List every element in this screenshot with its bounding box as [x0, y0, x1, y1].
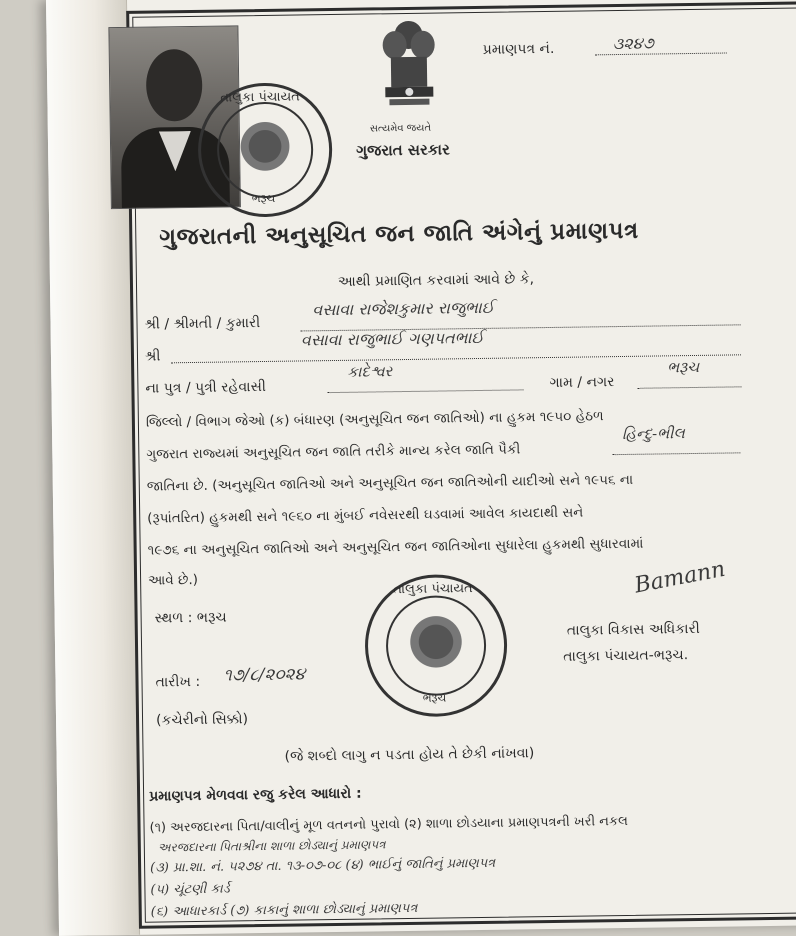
emblem-motto: સત્યમેવ જયતે	[369, 122, 432, 135]
place-label: સ્થળ : ભરૂચ	[154, 609, 227, 627]
strike-note: (જે શબ્દો લાગુ ન પડતા હોય તે છેકી નાંખવા)	[284, 745, 535, 765]
certificate-no-label: પ્રમાણપત્ર નં.	[482, 40, 555, 58]
photo-stamp-text: તાલુકા પંચાયત	[220, 89, 300, 106]
village-value: ભરૂચ	[667, 357, 700, 377]
caste-value: હિન્દુ-ભીલ	[621, 424, 685, 443]
date-value: ૧૭/૮/૨૦૨૪	[223, 664, 306, 686]
body-line-3: જાતિના છે. (અનુસૂચિત જાતિઓ અને અનુસૂચિત જન જાતિઓની યાદીઓ સને ૧૯૫૬ ના	[146, 471, 634, 495]
basis-item-2: અરજદારના પિતાશ્રીના શાળા છોડ્યાનું પ્રમાણપત્ર	[157, 837, 386, 855]
resident-line	[327, 359, 523, 393]
basis-heading: પ્રમાણપત્ર મેળવવા રજુ કરેલ આધારો :	[149, 785, 362, 805]
basis-item-1: (૧) અરજદારના પિતા/વાલીનું મૂળ વતનનો પુરાવો (૨) શાળા છોડયાના પ્રમાણપત્રની ખરી નકલ	[149, 813, 629, 836]
national-emblem-icon	[376, 14, 442, 123]
office-seal-top: તાલુકા પંચાયત	[393, 581, 473, 598]
signature-scribble: Bamann	[632, 556, 728, 599]
father-value: વસાવા રાજુભાઈ ગણપતભાઈ	[300, 327, 484, 350]
office-seal-label: (કચેરીનો સિક્કો)	[155, 711, 249, 729]
certificate-sheet	[46, 0, 796, 936]
body-line-5: ૧૯૭૬ ના અનુસૂચિત જાતિઓ અને અનુસૂચિત જન જાતિઓના સુધારેલા હુકમથી સુધારવામાં	[147, 535, 644, 559]
office-seal-bottom: ભરૂચ	[422, 691, 447, 705]
village-label: ગામ / નગર	[549, 374, 615, 392]
certificate-title: ગુજરાતની અનુસૂચિત જન જાતિ અંગેનું પ્રમાણપત્ર	[159, 217, 639, 251]
certificate-no-value: ૩૨૪૭	[612, 33, 654, 54]
certificate-no-line	[595, 33, 727, 56]
village-line	[637, 356, 741, 388]
photo-stamp-bottom: ભરૂચ	[251, 191, 276, 206]
signatory-title-2: તાલુકા પંચાયત-ભરૂચ.	[563, 647, 689, 665]
caste-line	[612, 422, 740, 455]
father-label: શ્રી	[144, 348, 161, 365]
basis-item-4: (૫) ચૂંટણી કાર્ડ	[150, 881, 231, 898]
date-label: તારીખ :	[155, 673, 201, 691]
name-label: શ્રી / શ્રીમતી / કુમારી	[144, 315, 261, 333]
body-line-1: જિલ્લો / વિભાગ જેઓ (ક) બંધારણ (અનુસૂચિત જન જાતિઓ) ના હુકમ ૧૯૫૦ હેઠળ	[145, 408, 604, 431]
intro-text: આથી પ્રમાણિત કરવામાં આવે છે કે,	[337, 271, 535, 290]
body-line-2: ગુજરાત રાજ્યમાં અનુસૂચિત જન જાતિ તરીકે માન્ય કરેલ જાતિ પૈકી	[146, 441, 521, 463]
government-name: ગુજરાત સરકાર	[356, 140, 450, 160]
body-line-6: આવે છે.)	[148, 571, 199, 589]
resident-value: કાદેશ્વર	[347, 362, 393, 381]
basis-item-3: (૩) પ્રા.શા. નં. ૫૨૭૪ તા. ૧૩-૦૭-૦૮ (૪) ભાઈનું જાતિનું પ્રમાણપત્ર	[150, 855, 496, 876]
basis-item-5: (૬) આધારકાર્ડ (૭) કાકાનું શાળા છોડ્યાનું પ્રમાણપત્ર	[150, 900, 418, 920]
resident-label: ના પુત્ર / પુત્રી રહેવાસી	[145, 378, 267, 397]
name-value: વસાવા રાજેશકુમાર રાજુભાઈ	[312, 297, 495, 320]
signatory-title-1: તાલુકા વિકાસ અધિકારી	[566, 620, 700, 639]
body-line-4: (રૂપાંતરિત) હુકમથી સને ૧૯૬૦ ના મુંબઈ નવેસરથી ઘડવામાં આવેલ કાયદાથી સને	[147, 504, 584, 527]
